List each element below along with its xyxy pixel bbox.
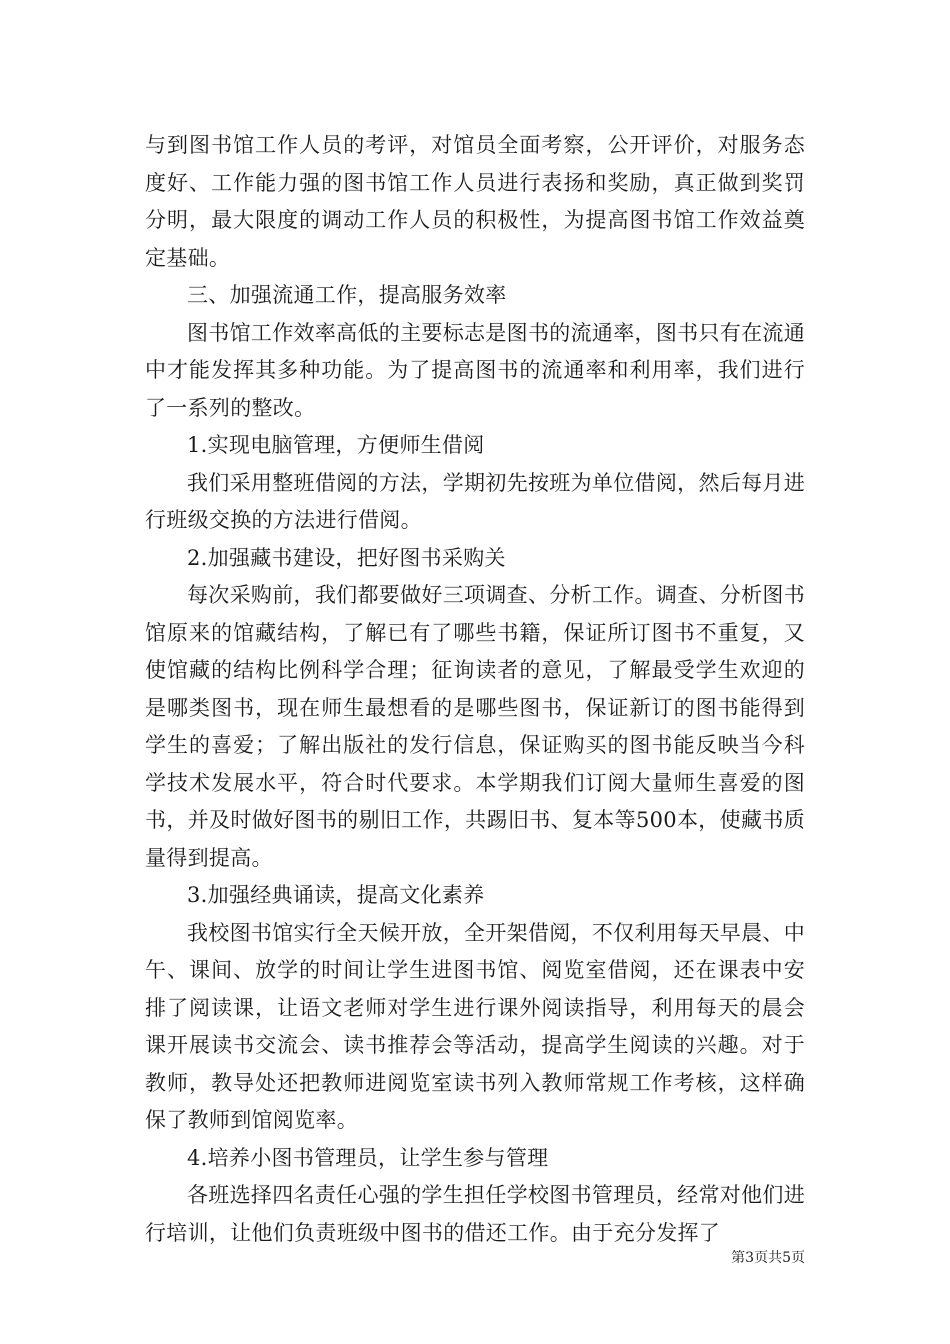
subheading-3: 3.加强经典诵读，提高文化素养 xyxy=(187,883,485,907)
paragraph: 各班选择四名责任心强的学生担任学校图书管理员，经常对他们进行培训，让他们负责班级中图书的借还工作。由于充分发挥了 xyxy=(145,1183,805,1245)
paragraph: 每次采购前，我们都要做好三项调查、分析工作。调查、分析图书馆原来的馆藏结构，了解已有了哪些书籍，保证所订图书不重复，又使馆藏的结构比例科学合理；征询读者的意见，了解最受学生欢迎的是哪类图书，现在师生最想看的是哪些图书，保证新订的图书能得到学生的喜爱；了解出版社的发行信息，保证购买的图书能反映当今科学技术发展水平，符合时代要求。本学期我们订阅大量师生喜爱的图书，并及时做好图书的剔旧工作，共踢旧书、复本等500本，使藏书质量得到提高。 xyxy=(145,583,805,870)
section-heading-3: 三、加强流通工作，提高服务效率 xyxy=(187,283,507,307)
paragraph: 我们采用整班借阅的方法，学期初先按班为单位借阅，然后每月进行班级交换的方法进行借阅。 xyxy=(145,470,805,532)
subheading-2: 2.加强藏书建设，把好图书采购关 xyxy=(187,545,506,570)
paragraph-continuation: 与到图书馆工作人员的考评，对馆员全面考察，公开评价，对服务态度好、工作能力强的图书馆工作人员进行表扬和奖励，真正做到奖罚分明，最大限度的调动工作人员的积极性，为提高图书馆工作效益奠定基础。 xyxy=(145,133,805,270)
subheading-1: 1.实现电脑管理，方便师生借阅 xyxy=(187,433,485,457)
paragraph: 图书馆工作效率高低的主要标志是图书的流通率，图书只有在流通中才能发挥其多种功能。为了提高图书的流通率和利用率，我们进行了一系列的整改。 xyxy=(145,320,805,420)
body-text xyxy=(145,127,805,1252)
subheading-4: 4.培养小图书管理员，让学生参与管理 xyxy=(187,1145,549,1170)
paragraph: 我校图书馆实行全天候开放，全开架借阅，不仅利用每天早晨、中午、课间、放学的时间让学生进图书馆、阅览室借阅，还在课表中安排了阅读课，让语文老师对学生进行课外阅读指导，利用每天的晨会课开展读书交流会、读书推荐会等活动，提高学生阅读的兴趣。对于教师，教导处还把教师进阅览室读书列入教师常规工作考核，这样确保了教师到馆阅览率。 xyxy=(145,920,805,1132)
page-number-footer: 第3页共5页 xyxy=(731,1250,805,1266)
